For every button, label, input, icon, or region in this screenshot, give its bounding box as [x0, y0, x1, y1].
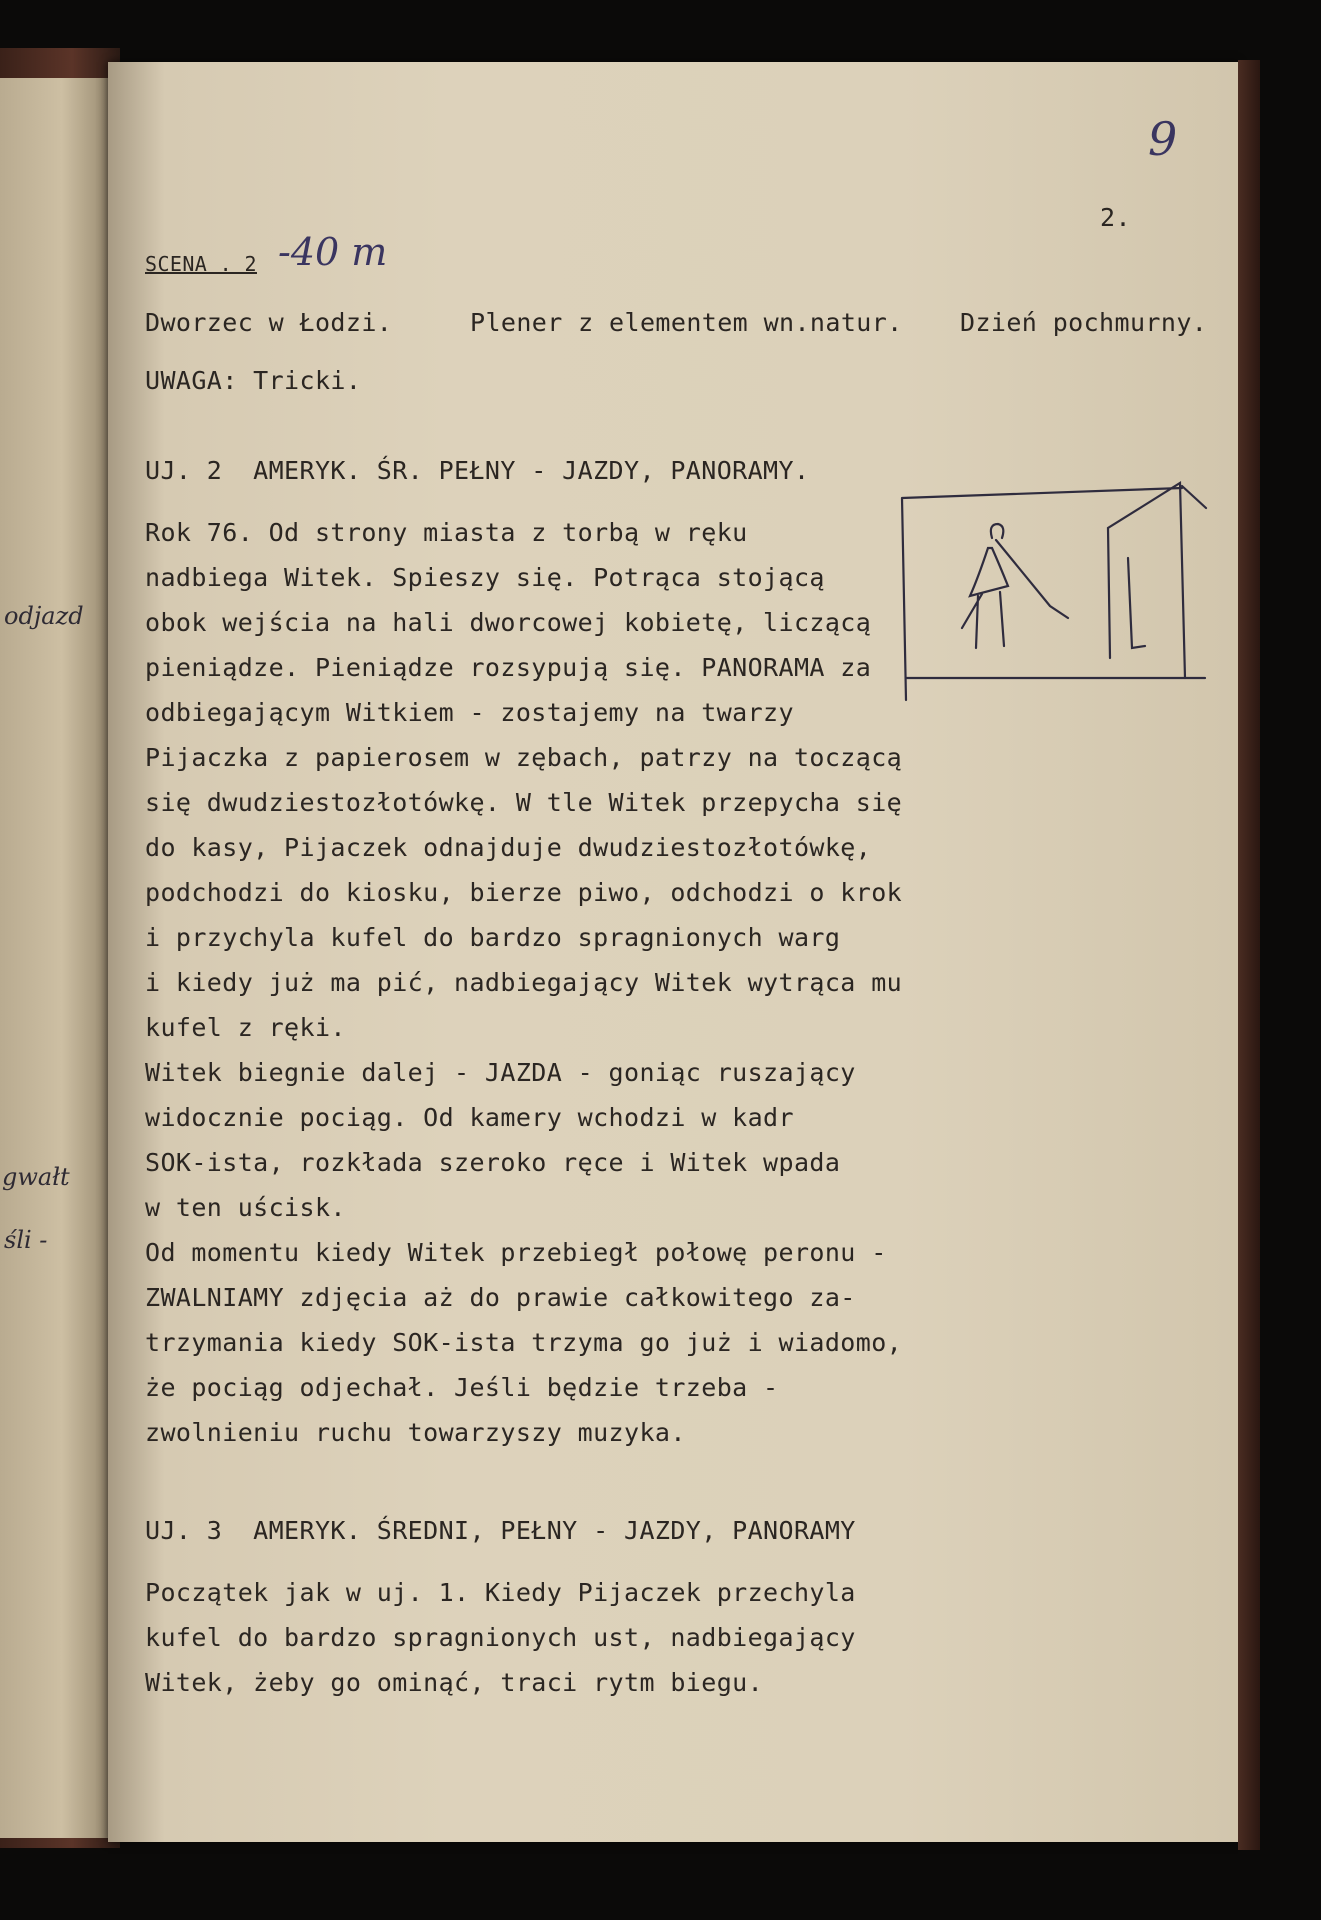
body-line: pieniądze. Pieniądze rozsypują się. PANORAMA za: [145, 653, 872, 682]
right-cover-edge: [1238, 60, 1260, 1850]
body-line: trzymania kiedy SOK-ista trzyma go już i wiadomo,: [145, 1328, 903, 1357]
body-line: podchodzi do kiosku, bierze piwo, odchodzi o krok: [145, 878, 903, 907]
margin-note-2: gwałt: [2, 1163, 70, 1191]
body-line: kufel do bardzo spragnionych ust, nadbiegający: [145, 1623, 856, 1652]
body-line: do kasy, Pijaczek odnajduje dwudziestozłotówkę,: [145, 833, 872, 862]
body-line: ZWALNIAMY zdjęcia aż do prawie całkowitego za-: [145, 1283, 856, 1312]
body-line: Pijaczka z papierosem w zębach, patrzy na toczącą: [145, 743, 903, 772]
body-line: odbiegającym Witkiem - zostajemy na twarzy: [145, 698, 794, 727]
body-line: że pociąg odjechał. Jeśli będzie trzeba -: [145, 1373, 779, 1402]
left-page: [0, 78, 112, 1838]
body-line: nadbiega Witek. Spieszy się. Potrąca stojącą: [145, 563, 825, 592]
body-line: i kiedy już ma pić, nadbiegający Witek wytrąca mu: [145, 968, 903, 997]
body-line: widocznie pociąg. Od kamery wchodzi w kadr: [145, 1103, 794, 1132]
body-line: zwolnieniu ruchu towarzyszy muzyka.: [145, 1418, 686, 1447]
body-line: obok wejścia na hali dworcowej kobietę, liczącą: [145, 608, 872, 637]
body-line: Rok 76. Od strony miasta z torbą w ręku: [145, 518, 748, 547]
sketch-right-edge: [1182, 486, 1206, 508]
body-line: kufel z ręki.: [145, 1013, 346, 1042]
body-line: SOK-ista, rozkłada szeroko ręce i Witek wpada: [145, 1148, 841, 1177]
scene-heading: SCENA . 2: [145, 252, 257, 276]
body-line: i przychyla kufel do bardzo spragnionych warg: [145, 923, 841, 952]
sketch-figure: [962, 524, 1068, 648]
shot-3-heading: UJ. 3 AMERYK. ŚREDNI, PEŁNY - JAZDY, PANORAMY: [145, 1516, 856, 1545]
note-tricks: UWAGA: Tricki.: [145, 366, 362, 395]
location-place: Dworzec w Łodzi.: [145, 308, 393, 337]
sketch-door: [1108, 483, 1185, 678]
body-line: Początek jak w uj. 1. Kiedy Pijaczek przechyla: [145, 1578, 856, 1607]
folio-number: 9: [1148, 112, 1178, 166]
location-time: Dzień pochmurny.: [960, 308, 1208, 337]
sketch-frame: [902, 488, 1205, 700]
margin-note-3: śli -: [4, 1226, 48, 1254]
margin-note-1: odjazd: [4, 602, 84, 630]
location-setting: Plener z elementem wn.natur.: [470, 308, 903, 337]
storyboard-sketch: [900, 478, 1220, 708]
body-line: w ten uścisk.: [145, 1193, 346, 1222]
scene-length-note: -40 m: [278, 230, 388, 274]
body-line: Od momentu kiedy Witek przebiegł połowę peronu -: [145, 1238, 887, 1267]
body-line: Witek, żeby go ominąć, traci rytm biegu.: [145, 1668, 764, 1697]
page-number: 2.: [1100, 203, 1131, 232]
body-line: Witek biegnie dalej - JAZDA - goniąc ruszający: [145, 1058, 856, 1087]
shot-2-heading: UJ. 2 AMERYK. ŚR. PEŁNY - JAZDY, PANORAMY.: [145, 456, 810, 485]
body-line: się dwudziestozłotówkę. W tle Witek przepycha się: [145, 788, 903, 817]
